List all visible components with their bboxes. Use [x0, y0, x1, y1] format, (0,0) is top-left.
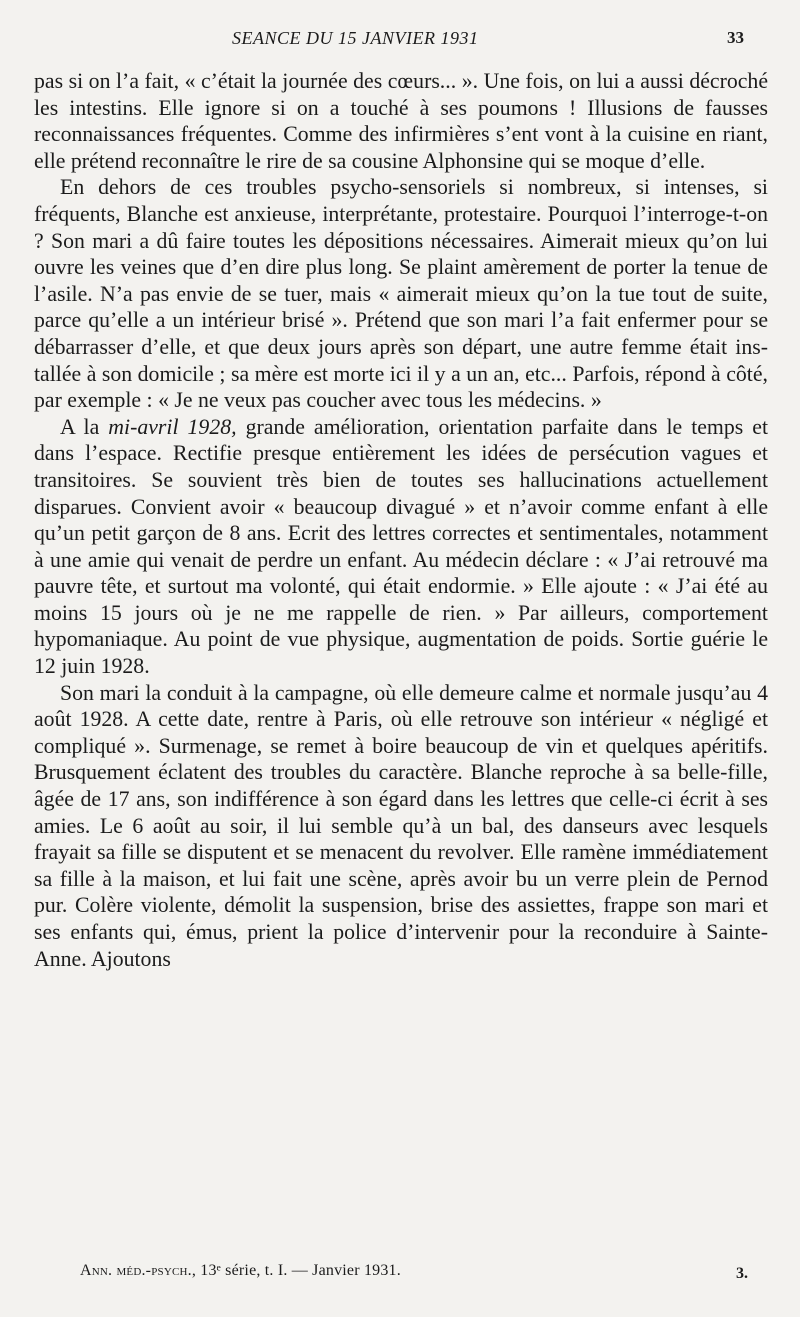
body-text [34, 68, 768, 972]
paragraph-lead: A la [60, 414, 109, 439]
footer-journal: Ann. méd.-psych. [80, 1262, 192, 1279]
running-head-title: SEANCE DU 15 JANVIER 1931 [232, 28, 479, 48]
running-head [0, 28, 800, 52]
footer-series: , 13ᵉ série, t. I. — Janvier 1931. [191, 1262, 401, 1279]
paragraph-amelioration-text: grande amélioration, orientation parfaite dans le temps et dans l’espace. Rectifie presque entièrement les idées de persécution vagues et transitoires. Se souvient très bien de toutes ses hallucinations actuellement disparues. Convient avoir « beaucoup divagué » et n’avoir comme enfant à elle qu’un petit garçon de 8 ans. Ecrit des lettres correctes et sentimentales, notamment à une amie qui venait de perdre un enfant. Au médecin déclare : « J’ai retrouvé ma pauvre tête, et surtout ma volonté, qui était endormie. » Elle ajoute : « J’ai été au moins 15 jours où je ne me rappelle de rien. » Par ailleurs, comportement hypomaniaque. Au point de vue physique, augmentation de poids. Sortie guérie le 12 juin 1928. [34, 414, 769, 679]
paragraph-continuation: pas si on l’a fait, « c’était la journée des cœurs... ». Une fois, on lui a aussi décroché les intestins. Elle ignore si on a touché à ses poumons ! Illusions de fausses reconnaissances fréquentes. Comme des infirmières s’ent vont à la cuisine en riant, elle prétend reconnaître le rire de sa cousine Alphonsine qui se moque d’elle. [34, 69, 768, 173]
paragraph-rechute: Son mari la conduit à la campagne, où elle demeure calme et normale jusqu’au 4 août 1928. A cette date, rentre à Paris, où elle retrouve son intérieur « négligé et compliqué ». Surmenage, se remet à boire beaucoup de vin et quelques apéritifs. Brusquement éclatent des troubles du caractère. Blanche reproche à sa belle-fille, âgée de 17 ans, son indifférence à son égard dans les lettres que celle-ci écrit à ses amies. Le 6 août au soir, il lui semble qu’à un bal, des danseurs avec lesquels frayait sa fille se disputent et se menacent du revolver. Elle ramène immédiatement sa fille à la maison, et lui fait une scène, après avoir bu un verre plein de Pernod pur. Colère violente, démolit la suspension, brise des assiettes, frappe son mari et ses enfants qui, émus, prient la police d’intervenir pour la reconduire à Sainte-Anne. Ajoutons [34, 680, 768, 971]
paragraph-troubles: En dehors de ces troubles psycho-sensoriels si nombreux, si intenses, si fréquents, Blanche est anxieuse, interprétante, protestaire. Pourquoi l’interroge-t-on ? Son mari a dû faire toutes les dépositions nécessaires. Aimerait mieux qu’on lui ouvre les veines que d’en dire plus long. Se plaint amèrement de porter la tenue de l’asile. N’a pas envie de se tuer, mais « aimerait mieux qu’on la tue tout de suite, parce qu’elle a un intérieur brisé ». Prétend que son mari l’a fait enfermer pour se débarrasser d’elle, et que deux jours après son départ, une autre femme était installée à son domicile ; sa mère est morte ici il y a un an, etc... Parfois, répond à côté, par exemple : « Je ne veux pas coucher avec tous les médecins. » [34, 175, 768, 413]
page-number: 33 [727, 28, 744, 47]
page-footer [0, 1262, 800, 1286]
paragraph-amelioration [34, 414, 768, 680]
paragraph-date: mi-avril 1928, [108, 414, 237, 439]
signature-mark: 3. [736, 1265, 748, 1282]
footer-citation [80, 1262, 401, 1280]
